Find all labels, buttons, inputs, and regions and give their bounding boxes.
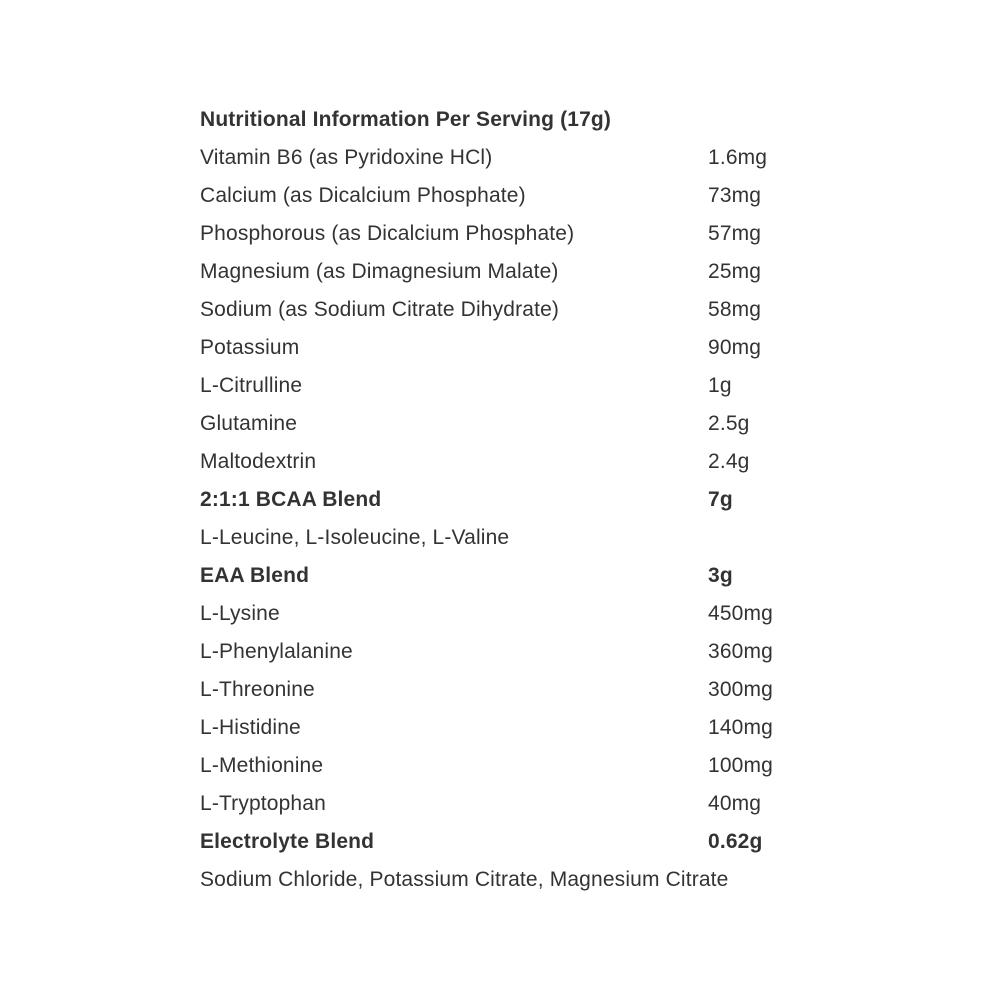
blend-row bbox=[200, 823, 840, 861]
nutrient-name: Electrolyte Blend bbox=[200, 830, 375, 853]
nutrient-amount: 73mg bbox=[708, 184, 762, 207]
nutrient-name: Sodium (as Sodium Citrate Dihydrate) bbox=[200, 298, 560, 321]
nutrient-row bbox=[200, 785, 840, 823]
nutrient-row bbox=[200, 291, 840, 329]
nutrient-amount: 7g bbox=[708, 488, 733, 511]
nutrient-row bbox=[200, 139, 840, 177]
nutrition-rows bbox=[200, 139, 840, 899]
nutrient-name: EAA Blend bbox=[200, 564, 310, 587]
blend-row bbox=[200, 481, 840, 519]
nutrient-amount: 360mg bbox=[708, 640, 773, 663]
nutrient-row bbox=[200, 747, 840, 785]
nutrient-name: Sodium Chloride, Potassium Citrate, Magnesium Citrate bbox=[200, 868, 729, 891]
nutrient-name: 2:1:1 BCAA Blend bbox=[200, 488, 382, 511]
nutrient-amount: 0.62g bbox=[708, 830, 763, 853]
nutrient-row bbox=[200, 405, 840, 443]
nutrient-amount: 100mg bbox=[708, 754, 773, 777]
nutrient-name: Vitamin B6 (as Pyridoxine HCl) bbox=[200, 146, 493, 169]
nutrient-amount: 90mg bbox=[708, 336, 762, 359]
nutrient-amount: 450mg bbox=[708, 602, 773, 625]
nutrient-amount: 2.4g bbox=[708, 450, 750, 473]
nutrient-row bbox=[200, 367, 840, 405]
nutrient-amount: 57mg bbox=[708, 222, 762, 245]
nutrient-name: Magnesium (as Dimagnesium Malate) bbox=[200, 260, 559, 283]
nutrient-name: L-Methionine bbox=[200, 754, 324, 777]
nutrient-row bbox=[200, 329, 840, 367]
nutrient-row bbox=[200, 253, 840, 291]
nutrition-title: Nutritional Information Per Serving (17g) bbox=[200, 108, 612, 131]
nutrient-row bbox=[200, 177, 840, 215]
nutrient-name: L-Leucine, L-Isoleucine, L-Valine bbox=[200, 526, 510, 549]
nutrient-name: Glutamine bbox=[200, 412, 298, 435]
nutrient-amount: 40mg bbox=[708, 792, 762, 815]
nutrient-name: Maltodextrin bbox=[200, 450, 317, 473]
nutrient-row bbox=[200, 671, 840, 709]
nutrient-name: L-Phenylalanine bbox=[200, 640, 353, 663]
nutrient-name: L-Histidine bbox=[200, 716, 301, 739]
nutrient-amount: 3g bbox=[708, 564, 733, 587]
nutrient-amount: 1g bbox=[708, 374, 732, 397]
nutrient-row bbox=[200, 633, 840, 671]
nutrient-name: Phosphorous (as Dicalcium Phosphate) bbox=[200, 222, 575, 245]
nutrient-name: L-Threonine bbox=[200, 678, 315, 701]
nutrient-name: L-Tryptophan bbox=[200, 792, 326, 815]
nutrient-name: L-Lysine bbox=[200, 602, 280, 625]
nutrient-amount: 25mg bbox=[708, 260, 762, 283]
nutrient-name: Potassium bbox=[200, 336, 300, 359]
nutrient-name: Calcium (as Dicalcium Phosphate) bbox=[200, 184, 526, 207]
nutrient-row bbox=[200, 443, 840, 481]
nutrient-amount: 300mg bbox=[708, 678, 773, 701]
nutrition-panel bbox=[200, 101, 840, 899]
nutrient-amount: 2.5g bbox=[708, 412, 750, 435]
nutrient-amount: 140mg bbox=[708, 716, 773, 739]
nutrient-amount: 1.6mg bbox=[708, 146, 768, 169]
nutrient-row bbox=[200, 595, 840, 633]
nutrient-amount: 58mg bbox=[708, 298, 762, 321]
nutrient-row bbox=[200, 709, 840, 747]
nutrient-name: L-Citrulline bbox=[200, 374, 303, 397]
blend-row bbox=[200, 557, 840, 595]
nutrient-row bbox=[200, 519, 840, 557]
nutrient-row bbox=[200, 215, 840, 253]
nutrient-row bbox=[200, 861, 840, 899]
